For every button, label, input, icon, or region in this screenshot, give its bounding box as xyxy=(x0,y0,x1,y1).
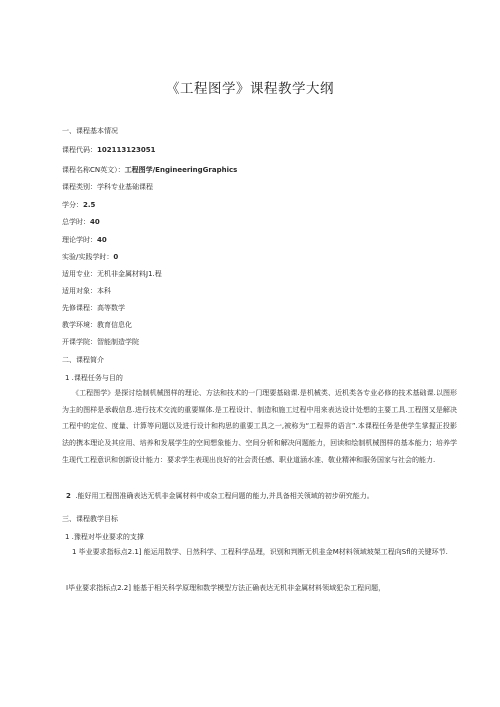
paragraph-text: 1 毕业要求指标点2.1] 能运用数学、日然科学、工程科学品理，识别和判断无机韭金M材料领域坡架工程向Sfl的关键环节. xyxy=(72,548,448,556)
field-value: 教育信息化 xyxy=(97,321,132,329)
field-total-hours xyxy=(62,218,100,227)
field-applicable-major xyxy=(62,270,162,279)
field-label: 适用对象： xyxy=(62,287,97,295)
field-value: 40 xyxy=(90,218,100,226)
field-value: 本科 xyxy=(97,287,111,295)
field-value: 学科专业基础课程 xyxy=(97,183,153,191)
field-prerequisites xyxy=(62,304,125,313)
field-label: 实验/实践学时： xyxy=(62,253,114,261)
item-number: 2 xyxy=(66,492,71,500)
field-label: 开课学院： xyxy=(62,338,97,346)
field-value: 2.5 xyxy=(83,201,96,209)
paragraph-item-2 xyxy=(66,492,374,501)
subheading-graduation-support: 1 .豫程对毕业要求的支撑 xyxy=(65,533,144,541)
field-value: 高等数学 xyxy=(97,304,125,312)
section-heading-objectives: 三、课程教学目标 xyxy=(62,515,118,523)
field-course-category xyxy=(62,183,153,192)
paragraph-objective-2: I毕业要求指标点2.2] 能基于相关科学原理和数学模型方法正确表达无机非金属材料领域犯杂工程问题， xyxy=(66,584,386,592)
field-value: 0 xyxy=(113,253,119,261)
field-value: 102113123051 xyxy=(97,146,156,154)
field-teaching-environment xyxy=(62,321,132,330)
section-heading-course-intro: 二、课程简介 xyxy=(62,356,104,364)
field-value: 智能制造学院 xyxy=(97,338,139,346)
field-label: 学分： xyxy=(62,201,83,209)
field-label: 课程名称CN英文）： xyxy=(62,166,125,174)
field-target-students xyxy=(62,287,111,296)
paragraph-objective-1 xyxy=(62,544,457,561)
field-label: 适用专业： xyxy=(62,270,97,278)
paragraph-course-intro xyxy=(62,385,457,469)
field-label: 课程代码： xyxy=(62,146,97,154)
field-value: 40 xyxy=(97,236,107,244)
field-theory-hours xyxy=(62,236,107,245)
page-title: 《工程图学》课程教学大纲 xyxy=(166,81,334,97)
field-course-name xyxy=(62,166,237,175)
field-value: 无机非金属材料J1.程 xyxy=(97,270,162,278)
field-label: 课程类别： xyxy=(62,183,97,191)
field-label: 先修课程： xyxy=(62,304,97,312)
field-label: 总学时： xyxy=(62,218,90,226)
field-practice-hours xyxy=(62,253,118,262)
item-text: .能好用工程图准确表达无机非金属材料中或杂工程问题的能力,并具备相关领域的初步研究能力。 xyxy=(75,492,374,500)
field-credits xyxy=(62,201,95,210)
field-label: 教学环境： xyxy=(62,321,97,329)
field-offering-college xyxy=(62,338,139,347)
field-course-code xyxy=(62,146,155,155)
field-value: 工程图学/EngineeringGraphics xyxy=(124,166,238,174)
section-heading-basic-info: 一、课程基本情况 xyxy=(62,127,118,135)
paragraph-text: 《工程图学》是探讨绘制机械图样的理论、方法和技术的一门理要基础课.是机械类、近机类各专业必修的技术基础课.以图形为主的图样是承载信息.进行技术交流的重要媒体.是工程设计、制造和施工过程中用来表达设计处想的主要工具.工程图又是解决工程中的定位、度量、计算等问题以及进行设计和构思的重要工具之一,被称为“工程界的语言”.本课程任务是使学生掌握正投影法的携本理论及其应用、培养和发展学生的空间想象能力、空间分析和解决问题能力，回读和绘制机械图样的基本能力；培养学生现代工程意识和创新设计能力：要求学生表现出良好的社会责任感、职业道涵水准、敬业精神和服务国家与社会的能力. xyxy=(62,389,457,464)
field-label: 理论学时： xyxy=(62,236,97,244)
subheading-task-purpose: 1 .课程任务与目的 xyxy=(65,374,123,382)
